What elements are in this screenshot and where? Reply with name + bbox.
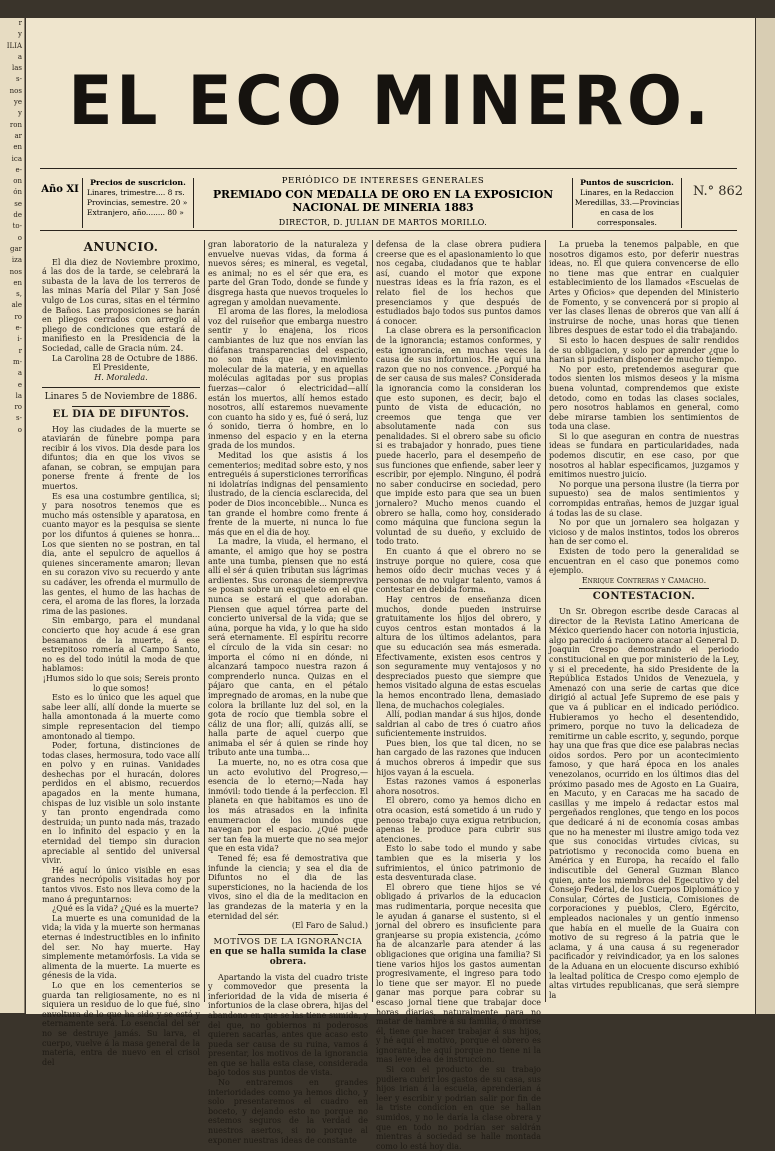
award-line: PREMIADO CON MEDALLA DE ORO EN LA EXPOSICION NACIONAL DE MINERIA 1883: [212, 188, 554, 214]
point-line: Meredillas, 33.—Provincias: [574, 198, 680, 207]
article-paragraph: No por que un jornalero sea holgazan y vicioso y de malos instintos, todos los obreros han de ser como el.: [549, 518, 739, 547]
article-paragraph: Sin embargo, para el mundanal concierto que hoy acude á ese gran besamanos de la muerte, á ese estrepitoso romería al Campo Santo, no es del todo inútil la moda de que hablamos:: [42, 616, 200, 674]
point-line: Linares, en la Redaccion: [580, 188, 674, 197]
masthead-subtitle-block: [196, 176, 570, 227]
strip-fragment: ica: [11, 154, 22, 163]
article-verse: ¡Humos sido lo que sois; Sereis pronto lo que somos!: [42, 673, 200, 693]
article-paragraph: No entraremos en grandes interioridades como ya hemos dicho, y solo presentaremos el cuadro en boceto, y dejando esto no porque no estemos seguros de la verdad de nuestros asertos, si no porque al exponer nuestras ideas de constante: [208, 1078, 368, 1145]
article-paragraph: La muerte es una comunidad de la vida; la vida y la muerte son hermanas eternas é indestructibles en lo infinito del ser. No hay muerte. Hay simplemente metamórfosis. La vida se alimenta de la muerte. La muerte es génesis de la vida.: [42, 913, 200, 981]
strip-fragment: a: [17, 369, 22, 378]
adjacent-page-strip: [0, 18, 25, 1013]
strip-fragment: ón: [13, 188, 22, 197]
strip-fragment: se: [14, 199, 22, 208]
page-edge: [756, 18, 775, 1014]
strip-fragment: ro: [14, 312, 22, 321]
article-paragraph: Hay centros de enseñanza dicen muchos, donde pueden instruirse gratuitamente los hijos del obrero, y cuyos centros estan montados á la altura de los últimos adelantos, para que su educación sea más esmerada. Efectivamente, existen esos centros y son seguramente muy ventajosos y no despreciados puesto que siempre que hemos visitado alguna de estas escuelas la hemos encontrado llena, demasiado llena, de muchachos colegiales.: [376, 594, 541, 710]
subscription-points: [572, 178, 682, 228]
strip-fragment: e-: [15, 165, 22, 174]
column-3: [376, 240, 541, 1151]
article-paragraph: Si lo que aseguran en contra de nuestras ideas se fundara en particularidades, nada podemos discutir, en ese caso, por que nosotros al hablar especificamos, juzgamos y emitimos nuestro juicio.: [549, 431, 739, 480]
strip-fragment: e-: [15, 324, 22, 333]
director-line: DIRECTOR, D. JULIAN DE MARTOS MORILLO.: [278, 218, 488, 227]
issue-number: N.° 862: [692, 184, 744, 199]
strip-fragment: e: [17, 380, 22, 389]
strip-fragment: a: [17, 52, 22, 61]
anuncio-text: El dia diez de Noviembre proximo, á las dos de la tarde, se celebrará la subasta de la lava de los terreros de las minas María del Pilar y San José vulgo de Los curas, sitas en el término de Baños. Las proposiciones se harán en pliegos cerrados con arreglo al pliego de condiciones que estará de manifiesto en la Presidencia de la Sociedad, calle de Gracia núm. 24.: [42, 257, 200, 353]
strip-fragment: ron: [9, 120, 22, 129]
strip-fragment: iza: [11, 256, 22, 265]
masthead-rule: [40, 168, 737, 169]
article-paragraph: Es esa una costumbre gentilica, si; y para nosotros tenemos que es mucho más ostensible y aparatosa, en cuanto mayor es la pesquisa se siente por los difuntos á quienes se honra... Los que sienten no se postran, en tal dia, ante el sepulcro de aquellos á quienes sinceramente amaron; llevan en su corazon vivo su recuerdo y ante su cadáver, les ofrenda el murmullo de las gentes, el humo de las hachas de cera, el aroma de las flores, la lorzada rima de las pasiones.: [42, 491, 200, 616]
strip-fragment: o: [17, 233, 22, 242]
divider: [42, 387, 200, 388]
strip-fragment: en: [13, 278, 22, 287]
strip-fragment: nos: [9, 267, 22, 276]
article-paragraph: Un Sr. Obregon escribe desde Caracas al director de la Revista Latino Americana de México queriendo hacer con notoria injusticia, algo parecido á racionero atacar al General D. Joaquin Crespo demostrando el periodo constitucional en que por ministerio de la Ley, y si el precedente, ha sido Presidente de la República Estados Unidos de Venezuela, y Amenazó con una serie de cartas que dice dirigió al actual Jefe Supremo de ese pais y que va á publicar en el indicado periódico. Hubieramos yo hecho el desentendido, primero, porque no tuvo la delicadeza de remitirme un cable escrito, y, segundo, porque hay una que fras que dice ese palabras necias oidos sordos. Pero por un acontecimiento famoso, y que hará época en los anales venezolanos, ocurrido en los últimos dias del próximo pasado mes de Agosto en La Guaira, en Macuto, y en Caracas me ha sacado de casillas y me impelo á redactar estos mal pergeñados renglones, que tengo en los pocos que dedicaré á ni de economía cosas ambas que no ha menester mi ilustre amigo toda vez que sus conocidas virtudes cívicas, su patriotismo y reconocida como buena en América y en Europa, ha recaído el fallo indiscutible del General Guzman Blanco quien, ante los miembros del Egecutivo y del Consejo Federal, de los Cuerpos Diplomático y Consular, Córtes de Justicia, Comisiones de corporaciones y pueblos, Clero, Egército, empleados nacionales y un gentío inmenso que había en el muelle de la Guaira con motivo de su regreso á la patria que le aclama, y á una causa á su regenerador pacificador y reivindicador, ya en los salones de la Aduana en un elocuente discurso exhibió la lealtad política de Crespo como ejemplo de altas virtudes republicanas, que será siempre la: [549, 606, 739, 1000]
article-paragraph: No por esto, pretendemos asegurar que todos sienten los mismos deseos y la misma buena voluntad, comprendemos que existe detodo, como en todas las clases sociales, pero nosotros hablamos en general, como debe mirarse tambien los sentimientos de toda una clase.: [549, 364, 739, 432]
column-4: [549, 240, 739, 1008]
strip-fragment: ar: [14, 131, 22, 140]
divider: [238, 934, 338, 935]
anuncio-president: El Presidente,: [92, 363, 150, 373]
strip-fragment: y: [18, 109, 22, 118]
column-separator: [204, 240, 205, 1002]
strip-fragment: ro: [14, 403, 22, 412]
strip-fragment: la: [15, 391, 22, 400]
strip-fragment: nos: [9, 86, 22, 95]
points-title: Puntos de suscricion.: [580, 178, 674, 187]
article-paragraph: Esto lo sabe todo el mundo y sabe tambien que es la miseria y los sufrimientos, el único patrimonio de esta desventurada clase.: [376, 844, 541, 883]
prices-title: Precios de suscricion.: [90, 178, 186, 187]
article-author: Enrique Contreras y Camacho.: [581, 575, 707, 585]
strip-fragment: gar: [9, 244, 22, 253]
header-bottom-rule: [40, 230, 737, 231]
strip-fragment: ILIA: [6, 41, 22, 50]
strip-fragment: de: [13, 211, 22, 220]
article-paragraph: gran laboratorio de la naturaleza y envuelve nuevas vidas, da forma á nuevos séres; es mineral, es vegetal, es animal; no es el sér que era, es parte del Gran Todo, donde se funde y disgrega hasta que nuevos troqueles lo agregan y amoldan nuevamente.: [208, 240, 368, 307]
strip-fragment: r: [18, 346, 22, 355]
article-paragraph: Si con el producto de su trabajo pudiera cubrir los gastos de su casa, sus hijos irian á la escuela, aprenderian á leer y escribir y podrian salir por fin de la triste condicion en que se hallan sumidos, y no le daría la clase obrera y que en todo no podrían ser saldrán mientras á sociedad se halle montada como lo está hoy dia.: [376, 1065, 541, 1151]
divider: [72, 406, 170, 407]
strip-fragment: y: [18, 30, 22, 39]
motivos-heading: MOTIVOS DE LA IGNORANCIA: [213, 936, 363, 947]
article-paragraph: El obrero que tiene hijos se vé obligado á privarlos de la educacion mas rudimentaria, porque necesita que le ayudan á ganarse el sustento, si el jornal del obrero es insuficiente para granjearse su propia existencia, ¿cómo ha de alcanzarle para atender á las obligaciones que origina una familia? Si tiene varios hijos los gastos aumentan progresivamente, el ingreso para todo lo tiene que ser mayor. El no puede ganar mas porque para cobrar su escaso jornal tiene que trabajar doce horas diarias, naturalmente para no matar de hambre á su familia, ó morirse él, tiene que hacer trabajar á sus hijos, y hé aquí el motivo, porque el obrero es ignorante, he aquí porque no tiene ni la mas leve idea de instruccion.: [376, 882, 541, 1065]
divider: [579, 588, 709, 589]
article-paragraph: Hoy las ciudades de la muerte se ataviarán de fúnebre pompa para recibir á los vivos. Dia desde para los difuntos; dia en que los vivos se afanan, se cobran, se empujan para ponerse frente á frente de los muertos.: [42, 424, 200, 492]
info-bar: [40, 172, 744, 234]
strip-fragment: en: [13, 143, 22, 152]
front-page: [26, 18, 755, 1151]
anuncio-signature: H. Moraleda.: [94, 372, 148, 382]
masthead-title: EL ECO MINERO.: [68, 62, 713, 141]
article-paragraph: Esto es lo único que les aquel que sabe leer allí, allí donde la muerte se halla amontonada á la muerte como simple representacion del tiempo amontonado al tiempo.: [42, 693, 200, 741]
article-paragraph: La madre, la viuda, el hermano, el amante, el amigo que hoy se postra ante una tumba, piensen que no está allí el sér á quien tributan sus lágrimas ardientes. Sus coronas de siempreviva se posan sobre un esqueleto en el que nunca se estará el que adoraban. Piensen que aquel tórrea parte del concierto universal de la vida; que se aúna, porque ha vida, y lo que ha sido será eternamente. El espíritu recorre el círculo de la vida sin cesar: no importa el cómo ni en dónde, ni alcanzará tampoco nuestra razon á comprenderlo nunca. Quizas en el pájaro que canta, en el pétalo impregnado de aromas, en la nube que colora la brillante luz del sol, en la gota de rocío que tiembla sobre el cáliz de una flor; allí, quizás allí, se halla parte de aquel cuerpo que animaba el sér á quien se rinde hoy tributo ante una tumba...: [208, 537, 368, 758]
article-paragraph: La muerte, no, no es otra cosa que un acto evolutivo del Progreso,—esencia de lo eterno;—Nada hay inmóvil: todo tiende á la perfeccion. El planeta en que habitamos es uno de los más atrasados en la infinita enumeracion de los mundos que navegan por el espacio. ¿Qué puede ser tan fea la muerte que no sea mejor que en esta vida?: [208, 758, 368, 854]
year-label: Año XI: [41, 184, 79, 195]
article-paragraph: Apartando la vista del cuadro triste y commovedor que presenta la inferioridad de la vida de miseria é infortunios de la clase obrera, hijas del abandono en que se las tiene sumida, y del que, no gobiernos ni poderosos quieren sacarlas, antes que acaso esto pueda ser causa de su ruina, vamos á presentar, los motivos de la ignorancia en que se halla esta clase, considerada bajo todos sus puntos de vista.: [208, 972, 368, 1078]
column-2: [208, 240, 368, 1145]
article-paragraph: ¿Qué es la vida? ¿Qué es la muerte?: [52, 904, 199, 914]
article-paragraph: No porque una persona ilustre (la tierra por supuesto) sea de malos sentimientos y corrompidas entrañas, hemos de juzgar igual á todas las de su clase.: [549, 479, 739, 518]
subscription-prices: [82, 178, 194, 228]
article-paragraph: En cuanto á que el obrero no se instruye porque no quiere, cosa que hemos oído decir muchas veces y á personas de no vulgar talento, vamos á contestar en debida forma.: [376, 547, 541, 595]
difuntos-heading: EL DIA DE DIFUNTOS.: [52, 408, 190, 420]
article-paragraph: Pues bien, los que tal dicen, no se han cargado de las razones que inducen á muchos obreros á impedir que sus hijos vayan á la escuela.: [376, 738, 541, 777]
article-paragraph: El obrero, como ya hemos dicho en otra ocasion, está sometido á un rudo y penoso trabajo cuya exigua retribucion, apenas le produce para cubrir sus atenciones.: [376, 796, 541, 844]
article-paragraph: Poder, fortuna, distinciones de todas clases, hermosura, todo vace allí en polvo y en ruinas. Vanidades deshechas por el huracán, dolores perdidos en el abismo, recuerdos apagados en la mente humana, chispas de luz visible un solo instante y tan pronto engendrada como destruida; un punto nada más, trazado en lo infinito del espacio y en la eternidad del tiempo sin duracion apreciable al sentido del universal vivir.: [42, 741, 200, 866]
strip-fragment: ye: [13, 98, 22, 107]
column-1: [42, 240, 200, 1067]
strip-fragment: ale: [11, 301, 22, 310]
anuncio-heading: ANUNCIO.: [83, 240, 159, 254]
article-paragraph: Estas razones vamos á esponerlas ahora nosotros.: [376, 777, 541, 796]
strip-fragment: s,: [16, 290, 22, 299]
article-source: (El Faro de Salud.): [291, 921, 368, 931]
contestacion-heading: CONTESTACION.: [592, 591, 696, 603]
article-paragraph: La prueba la tenemos palpable, en que nosotros digamos esto, por deferir nuestras ideas, no. El que quiera convencerse de ello no tiene mas que entrar en cualquier establecimiento de los llamados «Escuelas de Artes y Oficios» que dependen del Ministerio de Fomento, y se convencerá por si propio al ver las clases llenas de obreros que van allí á instruirse de noche, unas horas que tienen libres despues de estar todo el dia trabajando.: [549, 240, 739, 336]
strip-fragment: o: [17, 425, 22, 434]
strip-fragment: las: [11, 64, 22, 73]
article-paragraph: Si esto lo hacen despues de salir rendidos de su obligacion, y solo por aprender ¿que lo harian si pudieran disponer de mucho tiempo.: [549, 335, 739, 365]
price-line: Provincias, semestre. 20 »: [87, 198, 188, 207]
article-paragraph: Hé aquí lo único visible en esas grandes necrópolis visitadas hoy por tantos vivos. Esto nos lleva como de la mano á preguntarnos:: [42, 865, 200, 904]
anuncio-date: La Carolina 28 de Octubre de 1886.: [52, 353, 198, 363]
strip-fragment: m-: [12, 357, 22, 366]
strip-fragment: s-: [16, 414, 22, 423]
article-paragraph: La clase obrera es la personificacion de la ignorancia; estamos conformes, y esta ignorancia, en muchas veces la causa de sus infortunios. He aquí una razon que no nos convence. ¿Porqué ha de ser causa de sus males? Considerada la ignorancia como la consideran los que esto suponen, es decir, bajo el punto de vista de educación, no creemos que tenga que ver absolutamente nada con sus penalidades. Si el obrero sabe su oficio si es trabajador y honrado, pues tiene puede hacerlo, para el desempeño de sus funciones que enfiende, saber leer y escribir, por ejemplo. Ninguno, él podrá no saber conducirse en sociedad, pero que impide esto para que sea un buen jornalero? Mucho menos cuando el obrero se halla, como hoy, considerado como máquina que funciona segun la voluntad de su dueño, y excluido de todo trato.: [376, 326, 541, 547]
article-paragraph: defensa de la clase obrera pudiera creerse que es el apasionamiento lo que nos cegaba, ciudadanos que te hablar así, cuando el motor que expone nuestras ideas es la fría razon, es el relato fiel de los hechos que presenciamos y que después de estudiados bajo todos sus puntos damos á conocer.: [376, 240, 541, 326]
article-paragraph: Tened fé; esa fé demostrativa que infunde la ciencia; y sea el dia de Difuntos no el dia de las supersticiones, no la hacienda de los vivos, sino el dia de la meditacion en las grandezas de la materia y en la eternidad del sér.: [208, 854, 368, 921]
price-line: Extranjero, año........ 80 »: [87, 208, 184, 217]
strip-fragment: r: [18, 19, 22, 27]
article-paragraph: Existen de todo pero la generalidad se encuentran en el caso que ponemos como ejemplo.: [549, 547, 739, 576]
strip-fragment: on: [13, 177, 22, 186]
article-paragraph: Lo que en los cementerios se guarda tan religiosamente, no es ni siquiera un residuo de lo que fué, sino envoltura de lo que ha sido y se está y eternamente será. Lo esencial del sér no se destruye jamás. Su larva, el cuerpo, vuelve á la masa general de la materia, entra de nuevo en el crisol del: [42, 980, 200, 1067]
strip-fragment: s-: [16, 75, 22, 84]
article-paragraph: Allí, podian mandar á sus hijos, donde saldrian al cabo de tres ó cuatro años suficientemente instruidos.: [376, 710, 541, 739]
point-line: en casa de los corresponsales.: [597, 208, 657, 227]
dateline: Linares 5 de Noviembre de 1886.: [44, 392, 198, 403]
column-separator: [545, 240, 546, 1002]
periodical-subtitle: PERIÓDICO DE INTERESES GENERALES: [281, 176, 485, 186]
article-paragraph: Meditad los que asistis á los cementerios; meditad sobre esto, y nos entreguéis á supersticiones terroríficas ni idolatrías indignas del pensamiento ilustrado, de la ciencia esclarecida, del poder de Dios inconcebible... Nunca es tan grande el hombre como frente á frente de la muerte, ni nunca lo fue más que en el dia de hoy.: [208, 451, 368, 537]
strip-fragment: i-: [17, 335, 22, 344]
motivos-subheading: en que se halla sumida la clase obrera.: [209, 947, 367, 967]
price-line: Linares, trimestre.... 8 rs.: [87, 188, 185, 197]
strip-fragment: to-: [12, 222, 22, 231]
column-separator: [372, 240, 373, 1002]
article-paragraph: El aroma de las flores, la melodiosa voz del ruiseñor que embarga nuestro sentir y lo enajena, los ricos cambiantes de luz que nos envían las diáfanas transparencias del espacio, no son más que el movimiento molecular de la materia, y en aquellas moléculas agitadas por sus propias fuerzas—calor ó electricidad—allí están los muertos, allí hemos estado nosotros, allí estaremos nuevamente con cuanto ha sido y es, fué ó será, luz ó sonido, tierra ó hombre, en lo inmenso del espacio y en la eterna grada de los mundos.: [208, 307, 368, 451]
